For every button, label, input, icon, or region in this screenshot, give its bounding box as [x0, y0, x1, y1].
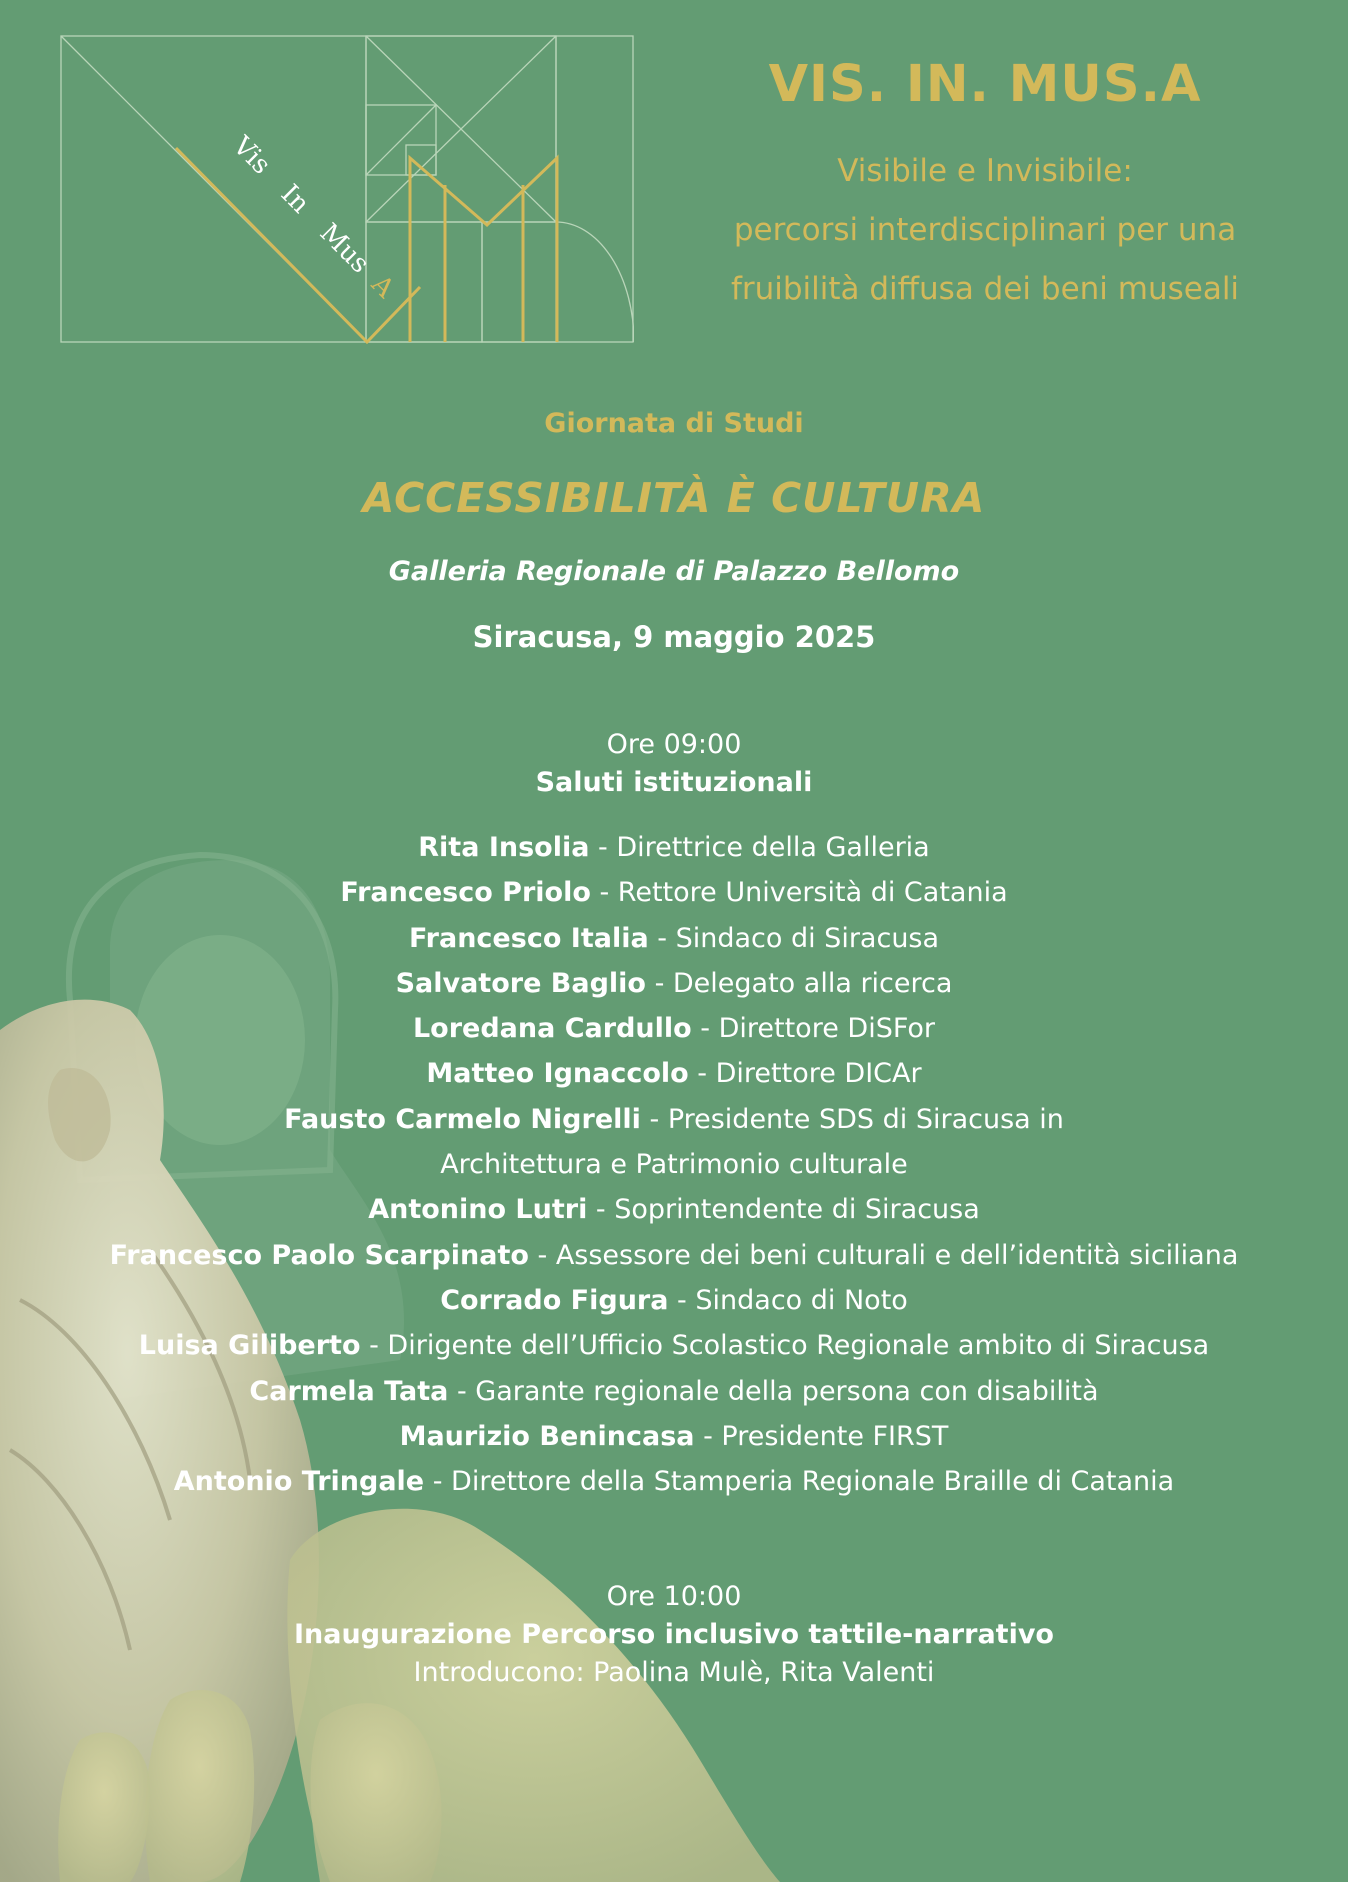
logo-letters-a: A — [365, 269, 400, 305]
speaker-role: - Garante regionale della persona con disabilità — [448, 1375, 1099, 1407]
speaker-list — [0, 825, 1348, 1504]
speaker-name: Francesco Priolo — [340, 877, 591, 909]
slot-time: Ore 10:00 — [606, 1581, 742, 1612]
program-slot-1 — [0, 726, 1348, 802]
subtitle-line: Visibile e Invisibile: — [837, 153, 1133, 189]
speaker-role: Architettura e Patrimonio culturale — [440, 1149, 908, 1181]
logo-lettering — [60, 35, 634, 344]
speaker-role: - Rettore Università di Catania — [590, 877, 1008, 909]
speaker-name: Fausto Carmelo Nigrelli — [284, 1103, 641, 1135]
speaker-name: Francesco Paolo Scarpinato — [109, 1239, 529, 1271]
speaker-role: - Dirigente dell’Ufficio Scolastico Regionale ambito di Siracusa — [360, 1330, 1210, 1362]
speaker-name: Loredana Cardullo — [412, 1013, 692, 1045]
speaker-row — [0, 1459, 1348, 1504]
project-title-block — [670, 50, 1300, 319]
speaker-row — [0, 961, 1348, 1006]
speaker-role: - Presidente SDS di Siracusa in — [640, 1103, 1064, 1135]
speaker-row — [0, 1006, 1348, 1051]
speaker-role: - Delegato alla ricerca — [645, 967, 953, 999]
program-slot-2 — [0, 1578, 1348, 1692]
speaker-row — [0, 1323, 1348, 1368]
speaker-row — [0, 1278, 1348, 1323]
slot-title: Inaugurazione Percorso inclusivo tattile-narrativo — [294, 1619, 1054, 1650]
speaker-name: Antonio Tringale — [173, 1466, 425, 1498]
speaker-name: Rita Insolia — [418, 832, 590, 863]
speaker-role: - Assessore dei beni culturali e dell’identità siciliana — [528, 1239, 1239, 1271]
speaker-name: Carmela Tata — [249, 1375, 449, 1407]
event-label: Giornata di Studi — [544, 408, 804, 439]
event-title: ACCESSIBILITÀ È CULTURA — [362, 474, 986, 522]
speaker-role: - Direttore DICAr — [688, 1058, 922, 1090]
event-date: Siracusa, 9 maggio 2025 — [472, 620, 876, 654]
project-title: VIS. IN. MUS.A — [768, 55, 1202, 114]
speaker-row — [0, 1414, 1348, 1459]
subtitle-line: percorsi interdisciplinari per una — [733, 212, 1237, 248]
speaker-role: - Direttore DiSFor — [691, 1013, 936, 1045]
speaker-name: Antonino Lutri — [368, 1194, 588, 1226]
speaker-row — [0, 825, 1348, 870]
speaker-role: - Soprintendente di Siracusa — [587, 1194, 980, 1226]
speaker-name: Matteo Ignaccolo — [426, 1058, 689, 1090]
project-subtitle — [670, 142, 1300, 319]
logo-letters-vis: Vis — [226, 130, 277, 181]
speaker-row — [0, 870, 1348, 915]
speaker-name: Salvatore Baglio — [395, 967, 646, 999]
subtitle-line: fruibilità diffusa dei beni museali — [730, 271, 1240, 307]
speaker-row — [0, 916, 1348, 961]
speaker-row — [0, 1187, 1348, 1232]
speaker-name: Francesco Italia — [408, 922, 649, 954]
slot-title: Saluti istituzionali — [535, 767, 813, 798]
slot-time: Ore 09:00 — [606, 729, 742, 760]
speaker-role: - Presidente FIRST — [694, 1420, 949, 1452]
speaker-role: - Direttrice della Galleria — [589, 832, 930, 863]
logo-letters-mus: Mus — [313, 217, 375, 280]
speaker-row — [0, 1097, 1348, 1142]
speaker-row — [0, 1142, 1348, 1187]
speaker-name: Corrado Figura — [440, 1284, 669, 1316]
speaker-role: - Sindaco di Noto — [668, 1284, 908, 1316]
event-venue: Galleria Regionale di Palazzo Bellomo — [388, 556, 960, 587]
slot-intro: Introducono: Paolina Mulè, Rita Valenti — [413, 1657, 935, 1688]
logo-letters-in: In — [274, 179, 316, 220]
speaker-role: - Sindaco di Siracusa — [648, 922, 940, 954]
speaker-row — [0, 1369, 1348, 1414]
speaker-name: Luisa Giliberto — [138, 1330, 361, 1362]
speaker-name: Maurizio Benincasa — [399, 1420, 695, 1452]
speaker-row — [0, 1051, 1348, 1096]
speaker-row — [0, 1233, 1348, 1278]
speaker-role: - Direttore della Stamperia Regionale Braille di Catania — [424, 1466, 1175, 1498]
